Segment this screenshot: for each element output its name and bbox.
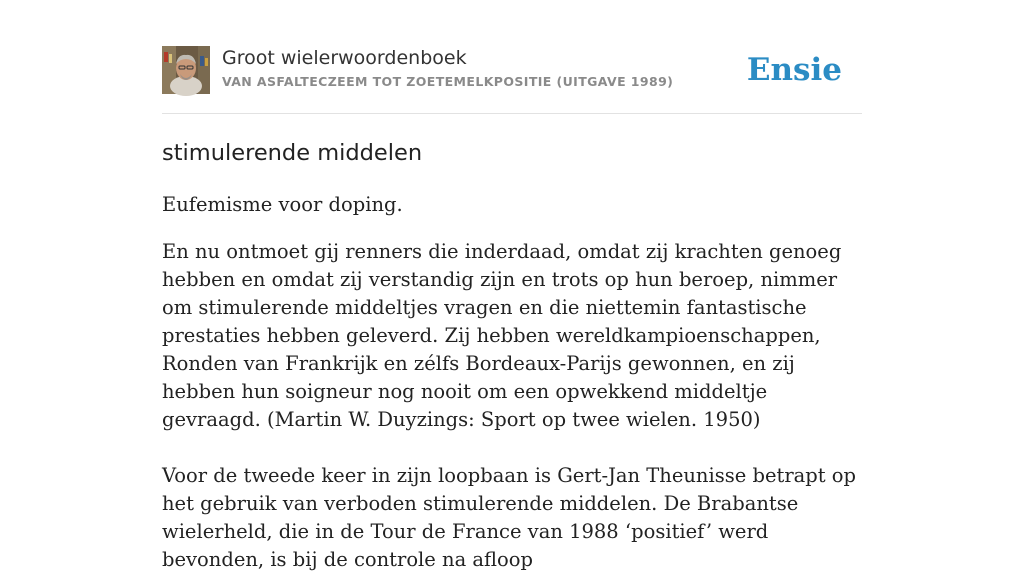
entry-definition: Eufemisme voor doping. xyxy=(162,193,403,216)
author-avatar[interactable] xyxy=(162,46,210,94)
entry-quote: En nu ontmoet gij renners die inderdaad, omdat zij krachten genoeg hebben en omdat zij verstandig zijn en trots op hun beroep, nimmer om stimulerende middeltjes vragen en die niettemin fantastische prestaties hebben geleverd. Zij hebben wereldkampioenschappen, Ronden van Frankrijk en zélfs Bordeaux-Parijs gewonnen, en zij hebben hun soigneur nog nooit om een opwekkend middeltje gevraagd. (Martin W. Duyzings: Sport op twee wielen. 1950) xyxy=(162,240,842,431)
ensie-logo[interactable]: Ensie xyxy=(746,52,842,88)
book-subtitle: VAN ASFALTECZEEM TOT ZOETEMELKPOSITIE (UITGAVE 1989) xyxy=(222,74,674,89)
book-title[interactable]: Groot wielerwoordenboek xyxy=(222,47,467,69)
entry-title: stimulerende middelen xyxy=(162,140,423,166)
author-portrait-icon xyxy=(162,46,210,94)
entry-quote: Voor de tweede keer in zijn loopbaan is Gert-Jan Theunisse betrapt op het gebruik van verboden stimulerende middelen. De Brabantse wielerheld, die in de Tour de France van 1988 ‘positief’ werd bevonden, is bij de controle na afloop xyxy=(162,464,857,571)
entry-content xyxy=(162,138,862,574)
book-header xyxy=(162,46,862,114)
